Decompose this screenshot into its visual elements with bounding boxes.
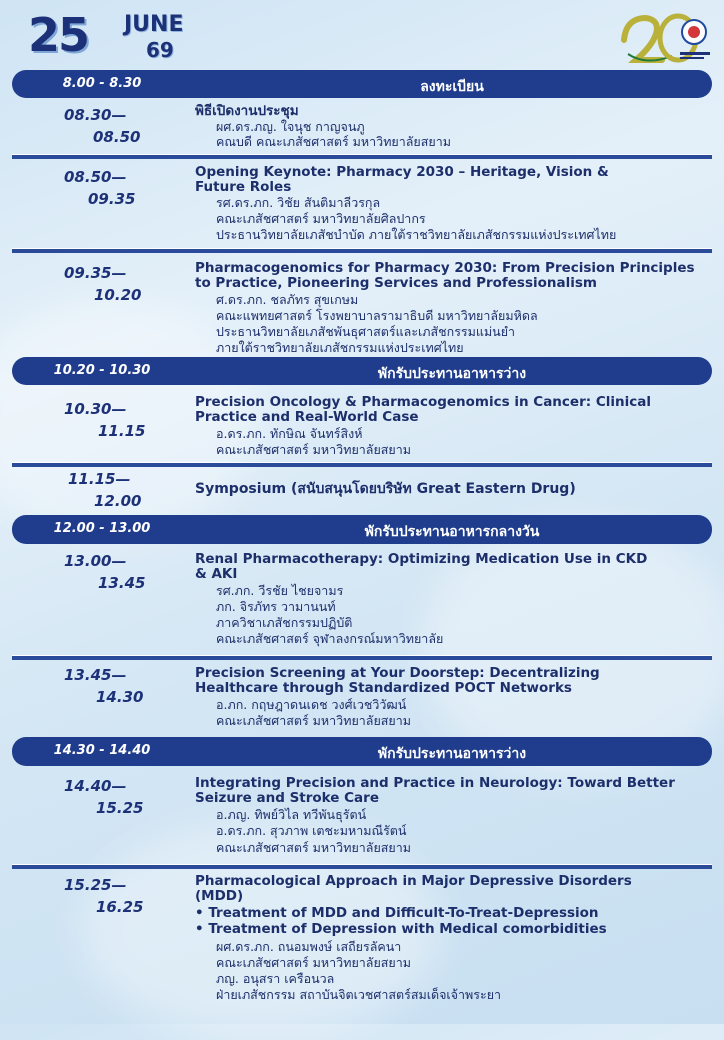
- speaker-line: ภายใต้ราชวิทยาลัยเภสัชกรรมแห่งประเทศไทย: [216, 340, 464, 355]
- speaker-line: ฝ่ายเภสัชกรรม สถาบันจิตเวชศาสตร์สมเด็จเจ้าพระยา: [216, 987, 502, 1002]
- schedule-break-band: [12, 515, 712, 544]
- anniversary-logo: [616, 10, 716, 68]
- session-end-time: 11.15: [98, 422, 146, 440]
- speaker-line: คณะเภสัชศาสตร์ มหาวิทยาลัยสยาม: [216, 955, 411, 970]
- schedule-break-band: [12, 70, 712, 98]
- schedule-break-band: [12, 357, 712, 385]
- session-title-cont: Practice and Real-World Case: [195, 409, 419, 425]
- session-title: Precision Screening at Your Doorstep: Decentralizing: [195, 665, 600, 681]
- divider: [12, 154, 712, 159]
- speaker-line: อ.ภญ. ทิพย์วิไล ทวีพันธุรัตน์: [216, 807, 367, 822]
- session-title: Integrating Precision and Practice in Neurology: Toward Better: [195, 775, 675, 791]
- date-month: JUNE: [124, 12, 184, 37]
- session-bullet: • Treatment of MDD and Difficult-To-Treat-Depression: [195, 905, 599, 921]
- band-label: พักรับประทานอาหารว่าง: [377, 746, 527, 762]
- session-start-time: 09.35—: [64, 264, 127, 282]
- band-time: 14.30 - 14.40: [53, 743, 151, 758]
- session-title: Renal Pharmacotherapy: Optimizing Medication Use in CKD: [195, 551, 648, 567]
- session-start-time: 14.40—: [64, 777, 127, 795]
- date-year: 69: [146, 38, 174, 62]
- band-label: พักรับประทานอาหารว่าง: [377, 366, 527, 382]
- speaker-line: อ.ดร.ภก. สุวภาพ เตชะมหามณีรัตน์: [216, 823, 407, 838]
- header: [0, 0, 724, 68]
- speaker-line: ผศ.ดร.ภก. ถนอมพงษ์ เสถียรลัคนา: [216, 939, 402, 954]
- speaker-line: รศ.ดร.ภก. วิชัย สันติมาลีวรกุล: [216, 195, 381, 210]
- speaker-line: อ.ภก. กฤษฎาดนเดช วงศ์เวชวิวัฒน์: [216, 697, 407, 712]
- speaker-line: ศ.ดร.ภก. ชลภัทร สุขเกษม: [216, 292, 359, 307]
- divider: [12, 655, 712, 660]
- band-label: ลงทะเบียน: [420, 79, 484, 95]
- session-bullet: • Treatment of Depression with Medical comorbidities: [195, 921, 607, 937]
- divider: [12, 248, 712, 253]
- session-end-time: 13.45: [98, 574, 146, 592]
- speaker-line: ภาควิชาเภสัชกรรมปฏิบัติ: [216, 615, 353, 630]
- speaker-line: ประธานวิทยาลัยเภสัชบำบัด ภายใต้ราชวิทยาลัยเภสัชกรรมแห่งประเทศไทย: [216, 227, 617, 242]
- divider: [12, 864, 712, 869]
- session-end-time: 08.50: [93, 128, 141, 146]
- speaker-line: คณะเภสัชศาสตร์ มหาวิทยาลัยศิลปากร: [216, 211, 426, 226]
- session-start-time: 13.00—: [64, 552, 127, 570]
- speaker-line: ภก. จิรภัทร วามานนท์: [216, 599, 336, 614]
- session-end-time: 14.30: [96, 688, 144, 706]
- session-title-cont: Healthcare through Standardized POCT Networks: [195, 680, 572, 696]
- band-time: 10.20 - 10.30: [53, 363, 151, 378]
- speaker-line: รศ.ภก. วีรชัย ไชยจามร: [216, 583, 344, 598]
- session-title: Symposium (สนับสนุนโดยบริษัท Great Eastern Drug): [195, 481, 576, 497]
- session-start-time: 15.25—: [64, 876, 127, 894]
- session-title: Pharmacogenomics for Pharmacy 2030: From Precision Principles: [195, 260, 695, 276]
- session-title-cont: Future Roles: [195, 179, 292, 195]
- session-title: พิธีเปิดงานประชุม: [195, 103, 299, 119]
- speaker-line: คณะเภสัชศาสตร์ มหาวิทยาลัยสยาม: [216, 442, 411, 457]
- session-start-time: 08.30—: [64, 106, 127, 124]
- session-title-cont: & AKI: [195, 566, 238, 582]
- speaker-line: ผศ.ดร.ภญ. ใจนุช กาญจนภู: [216, 119, 365, 134]
- speaker-line: คณะเภสัชศาสตร์ จุฬาลงกรณ์มหาวิทยาลัย: [216, 631, 444, 646]
- speaker-line: คณะแพทยศาสตร์ โรงพยาบาลรามาธิบดี มหาวิทยาลัยมหิดล: [216, 308, 538, 323]
- session-end-time: 15.25: [96, 799, 144, 817]
- session-end-time: 10.20: [94, 286, 142, 304]
- band-time: 8.00 - 8.30: [62, 76, 142, 91]
- session-title-cont: (MDD): [195, 888, 244, 904]
- session-title: Pharmacological Approach in Major Depressive Disorders: [195, 873, 632, 889]
- band-time: 12.00 - 13.00: [53, 521, 151, 536]
- speaker-line: ภญ. อนุสรา เครือนวล: [216, 971, 335, 986]
- session-start-time: 10.30—: [64, 400, 127, 418]
- schedule-break-band: [12, 737, 712, 766]
- session-title-cont: to Practice, Pioneering Services and Professionalism: [195, 275, 597, 291]
- session-start-time: 11.15—: [68, 470, 131, 488]
- session-end-time: 16.25: [96, 898, 144, 916]
- speaker-line: คณะเภสัชศาสตร์ มหาวิทยาลัยสยาม: [216, 713, 411, 728]
- session-end-time: 12.00: [94, 492, 142, 510]
- speaker-line: คณบดี คณะเภสัชศาสตร์ มหาวิทยาลัยสยาม: [216, 134, 451, 149]
- speaker-line: ประธานวิทยาลัยเภสัชพันธุศาสตร์และเภสัชกรรมแม่นยำ: [216, 324, 516, 339]
- session-end-time: 09.35: [88, 190, 136, 208]
- speaker-line: อ.ดร.ภก. ทักษิณ จันทร์สิงห์: [216, 426, 363, 441]
- session-title-cont: Seizure and Stroke Care: [195, 790, 379, 806]
- date-day: 25: [28, 8, 89, 62]
- session-start-time: 13.45—: [64, 666, 127, 684]
- speaker-line: คณะเภสัชศาสตร์ มหาวิทยาลัยสยาม: [216, 840, 411, 855]
- divider: [12, 462, 712, 467]
- session-start-time: 08.50—: [64, 168, 127, 186]
- session-title: Precision Oncology & Pharmacogenomics in Cancer: Clinical: [195, 394, 651, 410]
- band-label: พักรับประทานอาหารกลางวัน: [364, 524, 540, 540]
- session-title: Opening Keynote: Pharmacy 2030 – Heritage, Vision &: [195, 164, 609, 180]
